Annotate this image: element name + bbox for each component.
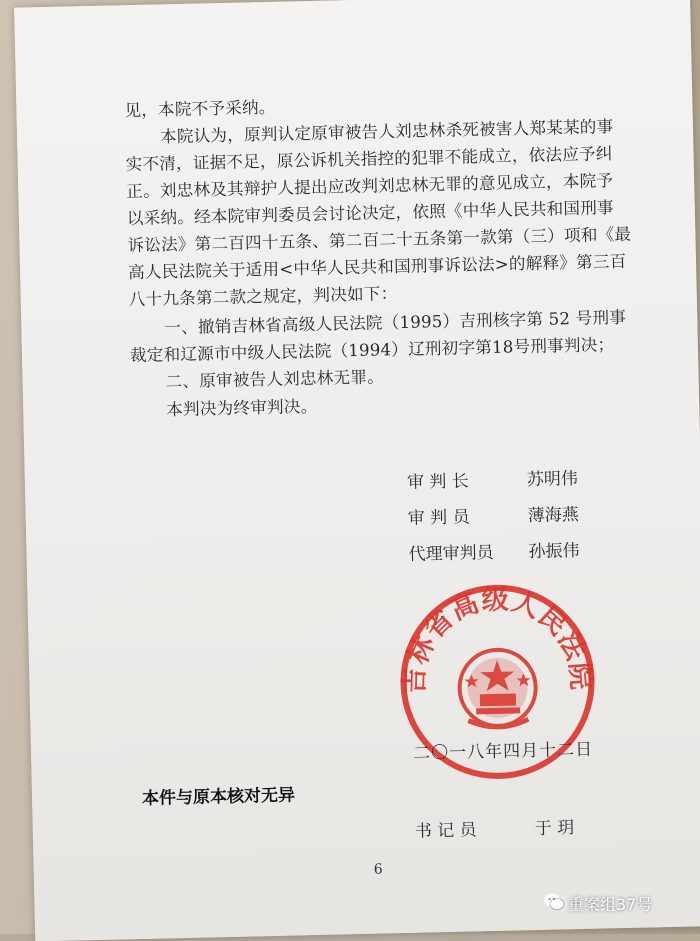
signature-role: 审 判 长 — [406, 471, 469, 493]
signature-row — [407, 500, 579, 529]
signature-name: 苏明伟 — [526, 469, 579, 491]
judgment-date: 二〇一八年四月十二日 — [412, 739, 594, 764]
body-line: 诉讼法》第二百四十五条、第二百二十五条第一款第（三）项和《最 — [127, 224, 632, 256]
signature-role: 代理审判员 — [408, 542, 494, 565]
page-number: 6 — [373, 861, 383, 878]
body-line: 见，本院不予采纳。 — [124, 97, 276, 121]
clerk-name: 于 玥 — [534, 818, 575, 840]
body-line: 本院认为，原判认定原审被告人刘忠林杀死被害人郑某某的事 — [159, 117, 614, 147]
body-line: 一、撤销吉林省高级人民法院（1995）吉刑核字第 52 号刑事 — [164, 307, 627, 338]
body-line: 正。刘忠林及其辩护人提出应改判刘忠林无罪的意见成立，本院予 — [126, 171, 614, 202]
body-line: 裁定和辽源市中级人民法院（1994）辽刑初字第18号刑事判决； — [129, 335, 615, 366]
watermark-label: 重案组37号 — [568, 895, 653, 914]
body-line: 以采纳。经本院审判委员会讨论决定，依照《中华人民共和国刑事 — [126, 198, 615, 229]
document-page — [14, 0, 700, 941]
signature-name: 薄海燕 — [527, 504, 579, 527]
body-line: 高人民法院关于适用<中华人民共和国刑事诉讼法>的解释》第三百 — [127, 251, 627, 283]
national-emblem-icon — [459, 649, 537, 728]
body-line: 二、原审被告人刘忠林无罪。 — [165, 367, 385, 392]
body-line: 本判决为终审判决。 — [166, 396, 318, 420]
certification-text: 本件与原本核对无异 — [141, 785, 296, 809]
wechat-icon — [543, 891, 565, 913]
body-line: 实不清，证据不足，原公诉机关指控的犯罪不能成立，依法应予纠 — [125, 144, 613, 175]
signature-role: 审 判 员 — [407, 507, 470, 529]
signature-row — [408, 536, 580, 565]
clerk-role: 书 记 员 — [414, 820, 477, 842]
clerk-row — [415, 813, 575, 842]
signature-name: 孙振伟 — [528, 540, 580, 563]
seal-text: 吉林省高级人民法院 — [399, 584, 597, 695]
body-line: 八十九条第二款之规定，判决如下： — [128, 284, 398, 310]
signature-row — [407, 464, 579, 493]
